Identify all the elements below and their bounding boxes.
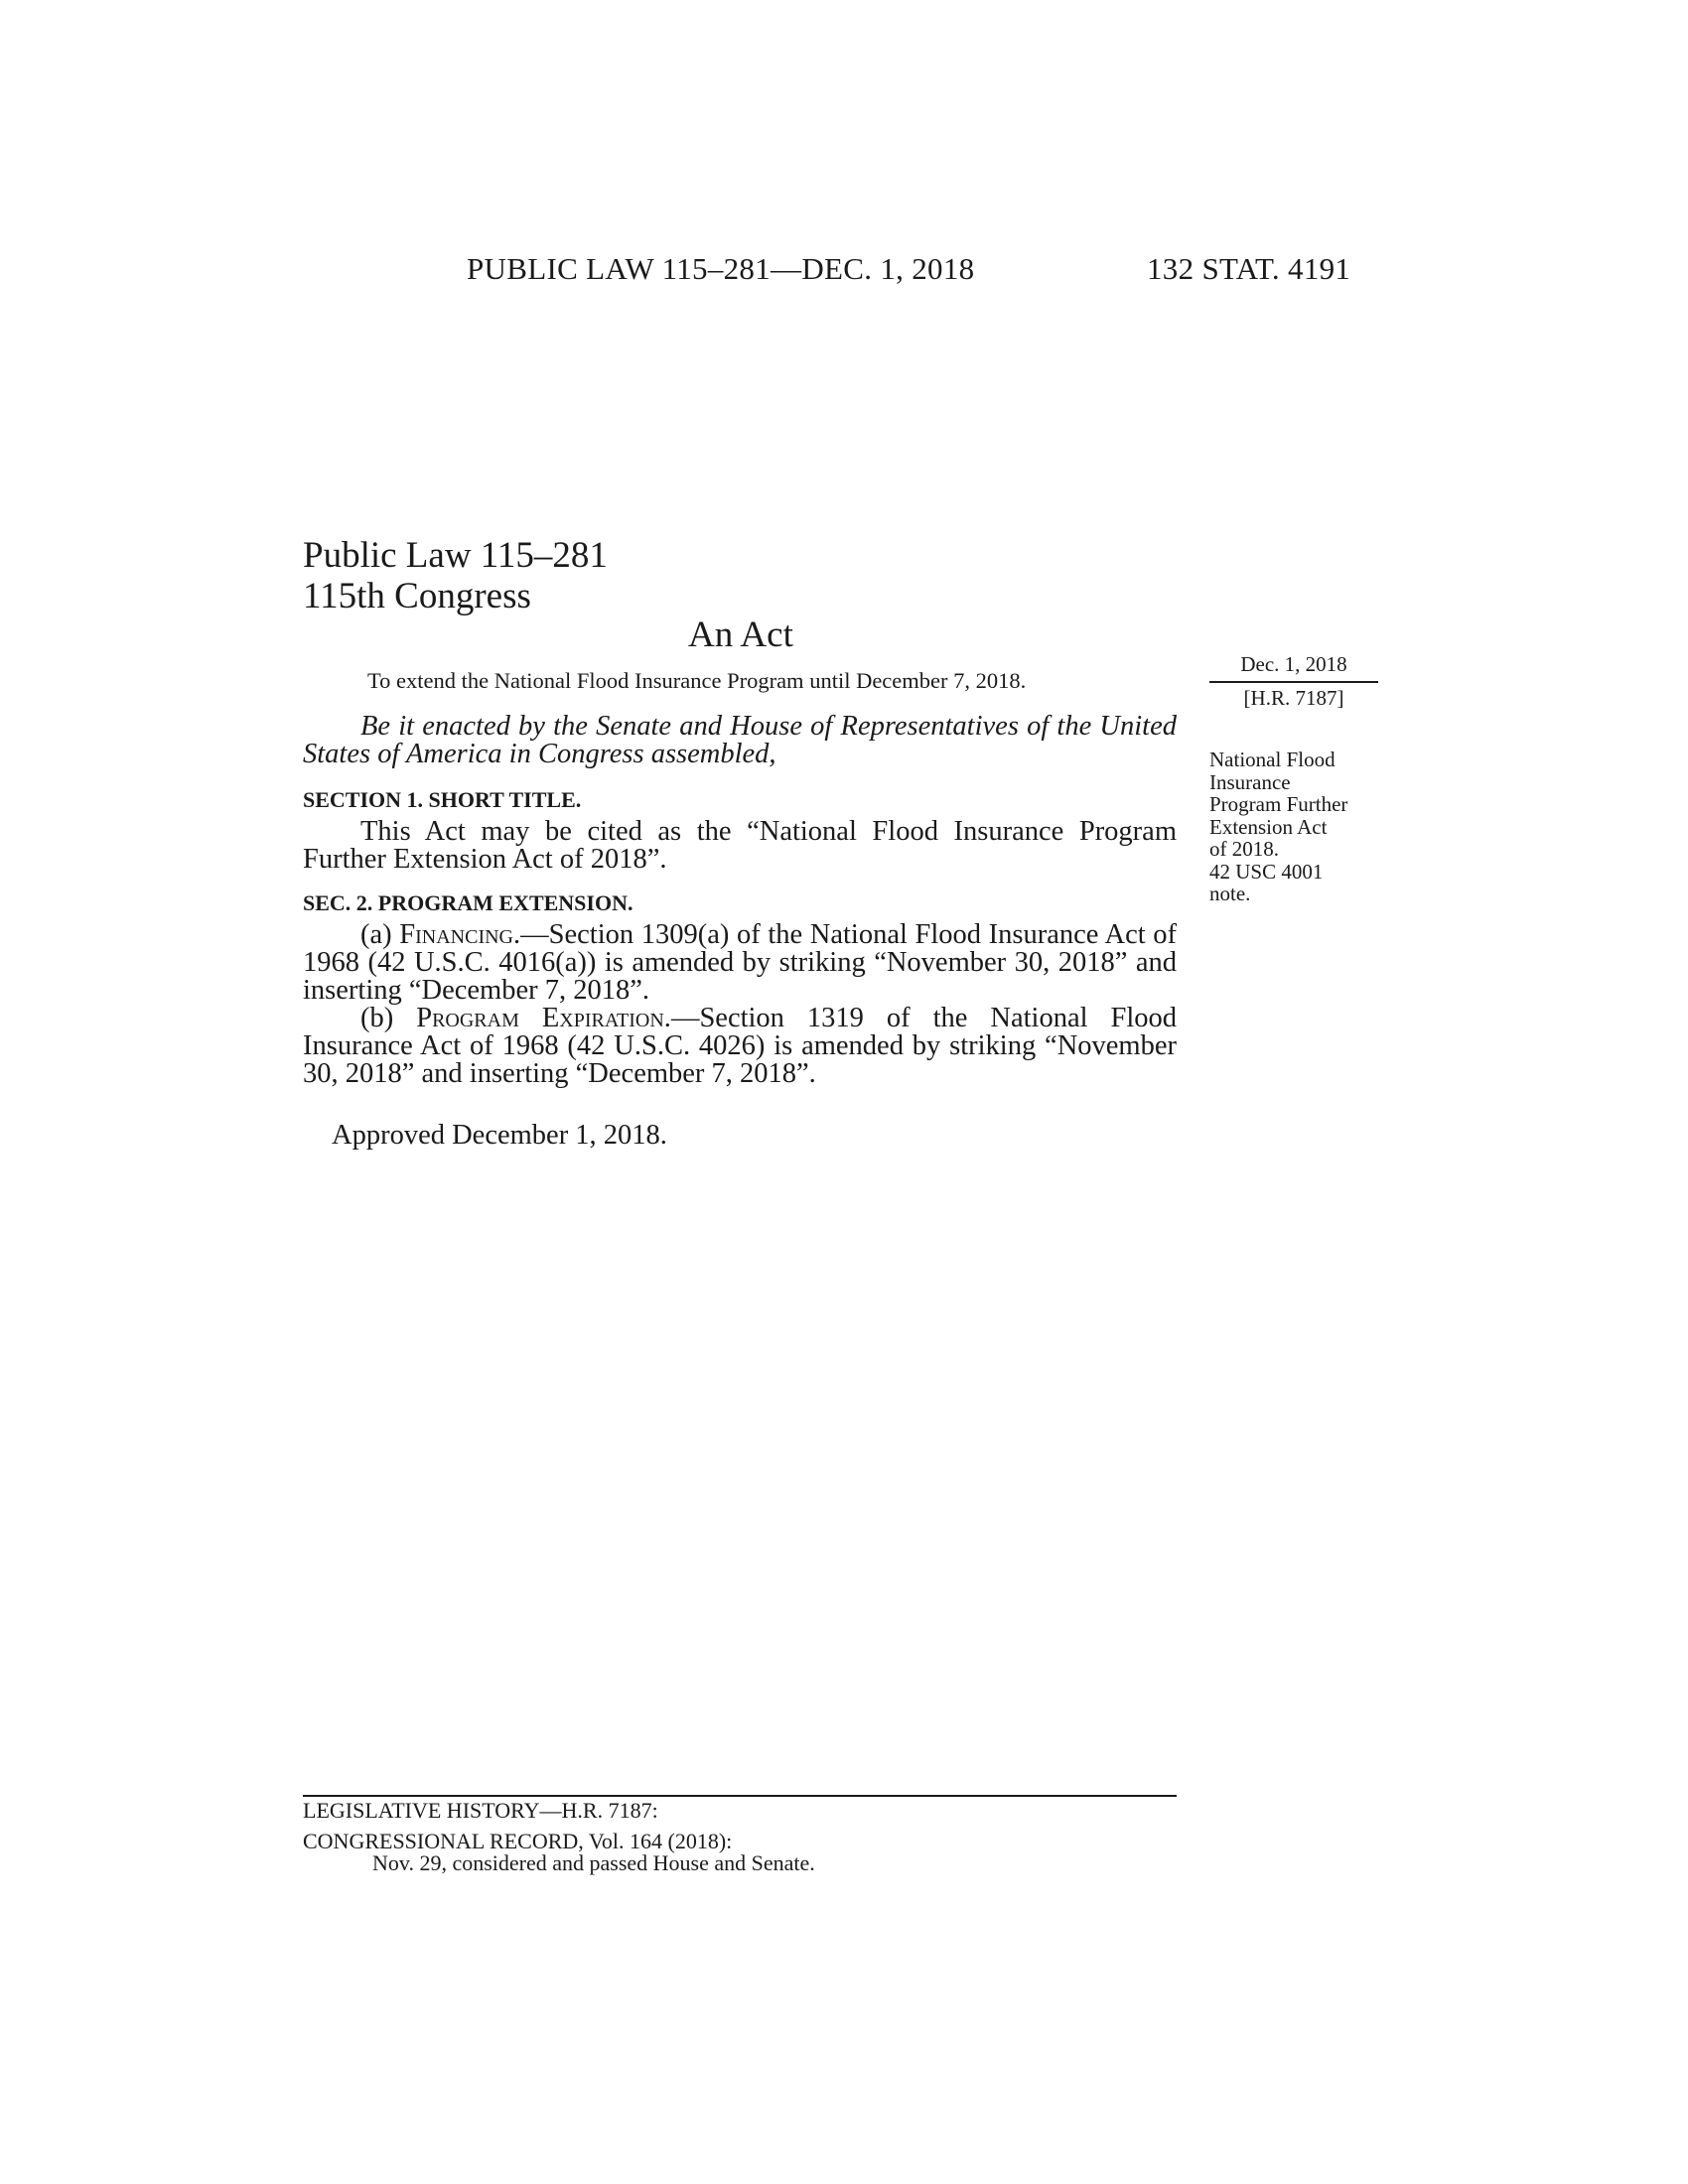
subsection-a <box>303 921 1177 1005</box>
section-1-text: This Act may be cited as the “National Flood Insurance Program Further Extension Act of 2018”. <box>303 816 1177 875</box>
margin-date: Dec. 1, 2018 <box>1240 652 1347 676</box>
margin-note-line: of 2018. <box>1209 837 1279 861</box>
margin-note-line: note. <box>1209 882 1251 905</box>
margin-note-line: Extension Act <box>1209 814 1328 839</box>
congress: 115th Congress <box>303 576 531 616</box>
section-1-heading: SECTION 1. SHORT TITLE. <box>303 787 582 812</box>
margin-note-line: Program Further <box>1209 792 1348 816</box>
act-purpose: To extend the National Flood Insurance Program until December 7, 2018. <box>367 668 1027 693</box>
subsection-a-text: —Section 1309(a) of the National Flood Insurance Act of 1968 (42 U.S.C. 4016(a)) is amended by striking “November 30, 2018” and inserting “December 7, 2018”. <box>303 919 1178 1006</box>
subsection-b <box>303 1005 1177 1088</box>
subsection-a-designator: (a) <box>360 919 400 950</box>
law-number: Public Law 115–281 <box>303 535 608 576</box>
legislative-history: LEGISLATIVE HISTORY—H.R. 7187: <box>303 1798 658 1823</box>
section-2-heading: SEC. 2. PROGRAM EXTENSION. <box>303 890 633 915</box>
margin-divider <box>1209 681 1378 683</box>
subsection-a-caption: Financing. <box>399 919 521 950</box>
margin-note-line: National Flood <box>1209 748 1336 771</box>
stat-citation: 132 STAT. 4191 <box>1147 251 1351 286</box>
footer-rule <box>303 1795 1177 1797</box>
act-title: An Act <box>688 614 793 655</box>
margin-note-line: 42 USC 4001 <box>1209 859 1324 884</box>
running-head: PUBLIC LAW 115–281—DEC. 1, 2018 <box>467 251 975 286</box>
subsection-b-caption: Program Expiration. <box>416 1003 671 1033</box>
margin-bill-number: [H.R. 7187] <box>1243 686 1344 710</box>
congressional-record: CONGRESSIONAL RECORD, Vol. 164 (2018): <box>303 1829 733 1853</box>
subsection-b-text: —Section 1319 of the National Flood Insurance Act of 1968 (42 U.S.C. 4026) is amended by striking “November 30, 2018” and inserting “December 7, 2018”. <box>303 1003 1178 1089</box>
margin-note <box>1209 749 1408 905</box>
margin-note-line: Insurance <box>1209 769 1291 794</box>
subsection-b-designator: (b) <box>360 1003 417 1033</box>
legislative-action: Nov. 29, considered and passed House and Senate. <box>372 1850 815 1875</box>
enacting-clause: Be it enacted by the Senate and House of Representatives of the United States of America in Congress assembled, <box>303 711 1177 769</box>
approval-date: Approved December 1, 2018. <box>332 1120 667 1151</box>
